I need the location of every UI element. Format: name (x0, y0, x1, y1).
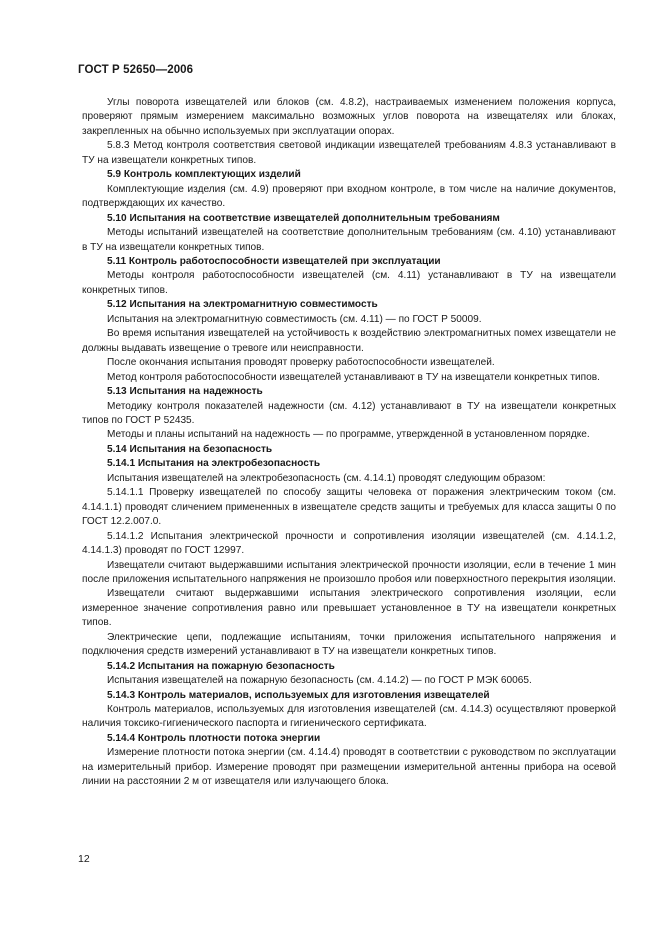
section-heading: 5.12 Испытания на электромагнитную совместимость (107, 299, 378, 311)
section-heading: 5.10 Испытания на соответствие извещателей дополнительным требованиям (107, 212, 500, 224)
paragraph: 5.14.1.1 Проверку извещателей по способу защиты человека от поражения электрическим током (см. 4.14.1.1) проводят сличением примененных в извещателе средств защиты и требуемых для класса защиты 0 по ГОСТ 12.2.007.0. (82, 487, 616, 528)
paragraph: После окончания испытания проводят проверку работоспособности извещателей. (107, 357, 495, 369)
section-heading: 5.9 Контроль комплектующих изделий (107, 169, 301, 181)
document-header: ГОСТ Р 52650—2006 (78, 64, 194, 76)
paragraph: Методы испытаний извещателей на соответствие дополнительным требованиям (см. 4.10) устанавливают в ТУ на извещатели конкретных типов. (82, 227, 616, 253)
paragraph: Методы и планы испытаний на надежность — по программе, утвержденной в установленном порядке. (107, 429, 590, 441)
page-number: 12 (78, 853, 90, 865)
paragraph: Испытания извещателей на электробезопасность (см. 4.14.1) проводят следующим образом: (107, 472, 546, 484)
paragraph: Измерение плотности потока энергии (см. 4.14.4) проводят в соответствии с руководством по эксплуатации на измерительный прибор. Измерение проводят при размещении измерительной антенны прибора на осевой линии на расстоянии 2 м от извещателя или излучающего блока. (82, 747, 616, 788)
paragraph: Методы контроля работоспособности извещателей (см. 4.11) устанавливают в ТУ на извещатели конкретных типов. (82, 270, 616, 296)
paragraph: Извещатели считают выдержавшими испытания электрической прочности изоляции, если в течение 1 мин после приложения испытательного напряжения не произошло пробоя или поверхностного перекрытия изоляции. (82, 559, 616, 585)
paragraph: Метод контроля работоспособности извещателей устанавливают в ТУ на извещатели конкретных типов. (107, 371, 600, 383)
paragraph: Комплектующие изделия (см. 4.9) проверяют при входном контроле, в том числе на наличие документов, подтверждающих их качество. (82, 183, 616, 210)
paragraph: Испытания на электромагнитную совместимость (см. 4.11) — по ГОСТ Р 50009. (107, 313, 482, 325)
section-heading: 5.14.2 Испытания на пожарную безопасность (107, 660, 335, 672)
paragraph: Электрические цепи, подлежащие испытаниям, точки приложения испытательного напряжения и подключения средств измерений устанавливают в ТУ на извещатели конкретных типов. (82, 631, 616, 658)
paragraph: 5.8.3 Метод контроля соответствия световой индикации извещателей требованиям 4.8.3 устанавливают в ТУ на извещатели конкретных типов. (82, 140, 616, 166)
section-heading: 5.14.1 Испытания на электробезопасность (107, 458, 321, 470)
section-heading: 5.14.4 Контроль плотности потока энергии (107, 732, 321, 744)
paragraph: Во время испытания извещателей на устойчивость к воздействию электромагнитных помех извещатели не должны выдавать извещение о тревоге или неисправности. (82, 328, 616, 354)
section-heading: 5.11 Контроль работоспособности извещателей при эксплуатации (107, 255, 441, 267)
paragraph: Углы поворота извещателей или блоков (см. 4.8.2), настраиваемых изменением положения корпуса, проверяют прямым измерением максимально возможных углов поворота на извещателях или блоках, закрепленных на обычно используемых при эксплуатации опорах. (82, 97, 616, 137)
section-heading: 5.14.3 Контроль материалов, используемых для изготовления извещателей (107, 689, 490, 701)
paragraph: Контроль материалов, используемых для изготовления извещателей (см. 4.14.3) осуществляют проверкой наличия токсико-гигиенического паспорта и гигиенического сертификата. (82, 704, 616, 730)
paragraph: 5.14.1.2 Испытания электрической прочности и сопротивления изоляции извещателей (см. 4.14.1.2, 4.14.1.3) проводят по ГОСТ 12997. (82, 530, 616, 557)
paragraph: Испытания извещателей на пожарную безопасность (см. 4.14.2) — по ГОСТ Р МЭК 60065. (107, 675, 532, 687)
paragraph: Извещатели считают выдержавшими испытания электрического сопротивления изоляции, если измеренное значение сопротивления равно или превышает установленное в ТУ на извещатели конкретных типов. (82, 588, 616, 629)
paragraph: Методику контроля показателей надежности (см. 4.12) устанавливают в ТУ на извещатели конкретных типов по ГОСТ Р 52435. (82, 400, 616, 426)
section-heading: 5.14 Испытания на безопасность (107, 443, 273, 455)
section-heading: 5.13 Испытания на надежность (107, 386, 263, 398)
document-body (82, 96, 616, 790)
